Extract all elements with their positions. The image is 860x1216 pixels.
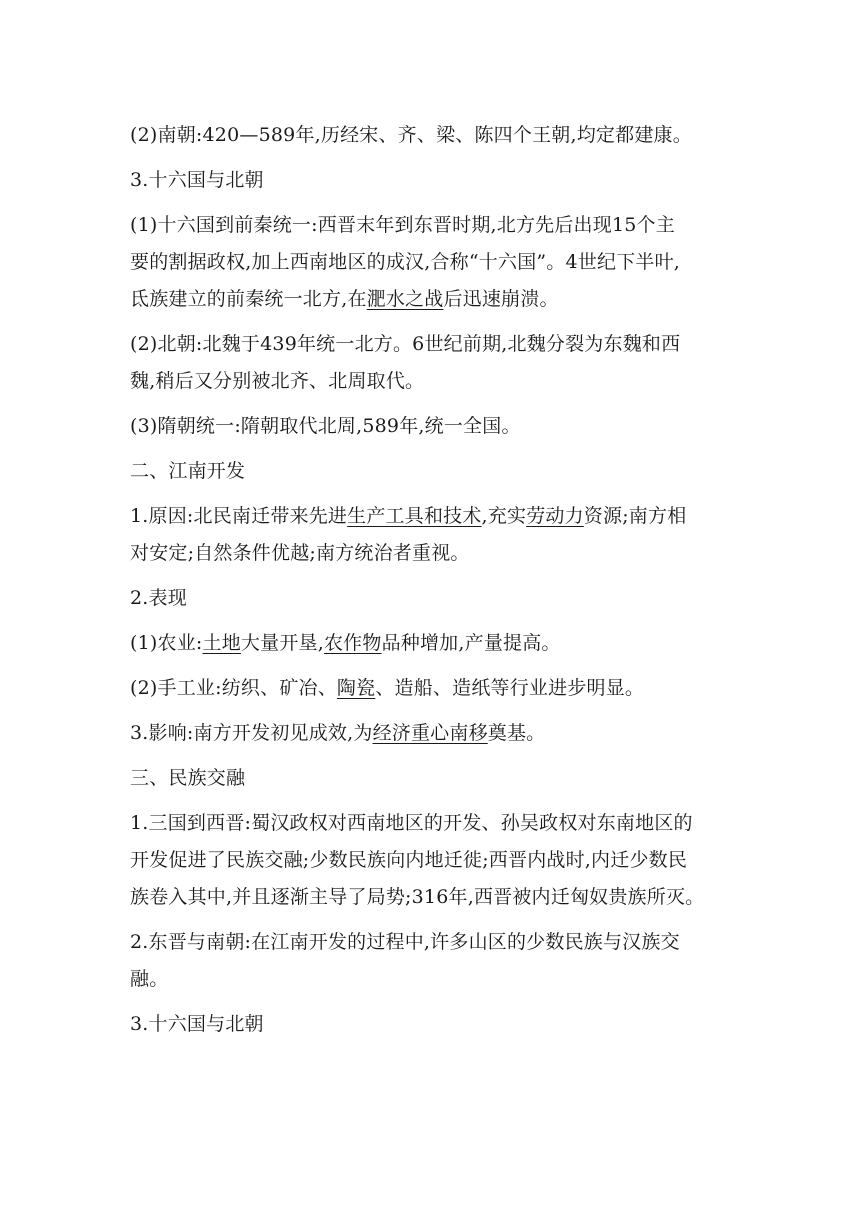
text-span: 3.影响:南方开发初见成效,为 [130,722,373,744]
text-line [130,207,734,244]
underlined-term: 生产工具和技术 [347,505,482,527]
section-heading [130,453,734,490]
text-span: 魏,稍后又分别被北齐、北周取代。 [130,370,425,392]
text-line [130,535,734,572]
section-heading [130,580,734,617]
text-span: 大量开垦, [240,632,324,654]
text-span: 3.十六国与北朝 [130,169,264,191]
text-line [130,363,734,400]
text-span: 融。 [130,968,169,990]
section-heading [130,162,734,199]
underlined-term: 经济重心南移 [372,722,488,744]
section-heading [130,760,734,797]
text-line [130,670,734,707]
text-line [130,244,734,281]
text-line [130,326,734,363]
underlined-term: 农作物 [323,632,382,654]
text-line [130,281,734,318]
text-line [130,924,734,961]
text-line [130,625,734,662]
document-body [130,109,734,1043]
text-line [130,842,734,879]
text-span: 品种增加,产量提高。 [381,632,561,654]
text-span: (2)手工业:纺织、矿冶、 [130,677,337,699]
text-span: ,充实 [481,505,527,527]
text-span: (2)南朝:420—589年,历经宋、齐、梁、陈四个王朝,均定都建康。 [130,124,692,146]
text-span: 奠基。 [487,722,546,744]
text-span: 要的割据政权,加上西南地区的成汉,合称“十六国”。4世纪下半叶, [130,251,681,273]
text-span: 、造船、造纸等行业进步明显。 [375,677,645,699]
underlined-term: 陶瓷 [336,677,376,699]
text-span: (1)十六国到前秦统一:西晋末年到东晋时期,北方先后出现15个主 [130,214,675,236]
text-line [130,961,734,998]
text-span: (3)隋朝统一:隋朝取代北周,589年,统一全国。 [130,415,521,437]
text-span: 开发促进了民族交融;少数民族向内地迁徙;西晋内战时,内迁少数民 [130,849,688,871]
text-span: 对安定;自然条件优越;南方统治者重视。 [130,542,470,564]
text-span: 后迅速崩溃。 [443,288,559,310]
text-line [130,805,734,842]
underlined-term: 淝水之战 [366,288,444,310]
text-span: (2)北朝:北魏于439年统一北方。6世纪前期,北魏分裂为东魏和西 [130,333,681,355]
text-line [130,715,734,752]
text-line [130,879,734,916]
text-span: 2.表现 [130,587,187,609]
text-span: 族卷入其中,并且逐渐主导了局势;316年,西晋被内迁匈奴贵族所灭。 [130,886,705,908]
text-line [130,117,734,154]
text-span: 资源;南方相 [583,505,687,527]
text-line [130,408,734,445]
section-heading [130,1006,734,1043]
text-span: 1.三国到西晋:蜀汉政权对西南地区的开发、孙吴政权对东南地区的 [130,812,693,834]
text-span: 氐族建立的前秦统一北方,在 [130,288,367,310]
underlined-term: 土地 [202,632,241,654]
text-line [130,498,734,535]
text-span: 2.东晋与南朝:在江南开发的过程中,许多山区的少数民族与汉族交 [130,931,680,953]
text-span: 二、江南开发 [130,460,246,482]
underlined-term: 劳动力 [526,505,584,527]
text-span: 3.十六国与北朝 [130,1013,264,1035]
text-span: 三、民族交融 [130,767,246,789]
text-span: 1.原因:北民南迁带来先进 [130,505,348,527]
text-span: (1)农业: [130,632,203,654]
